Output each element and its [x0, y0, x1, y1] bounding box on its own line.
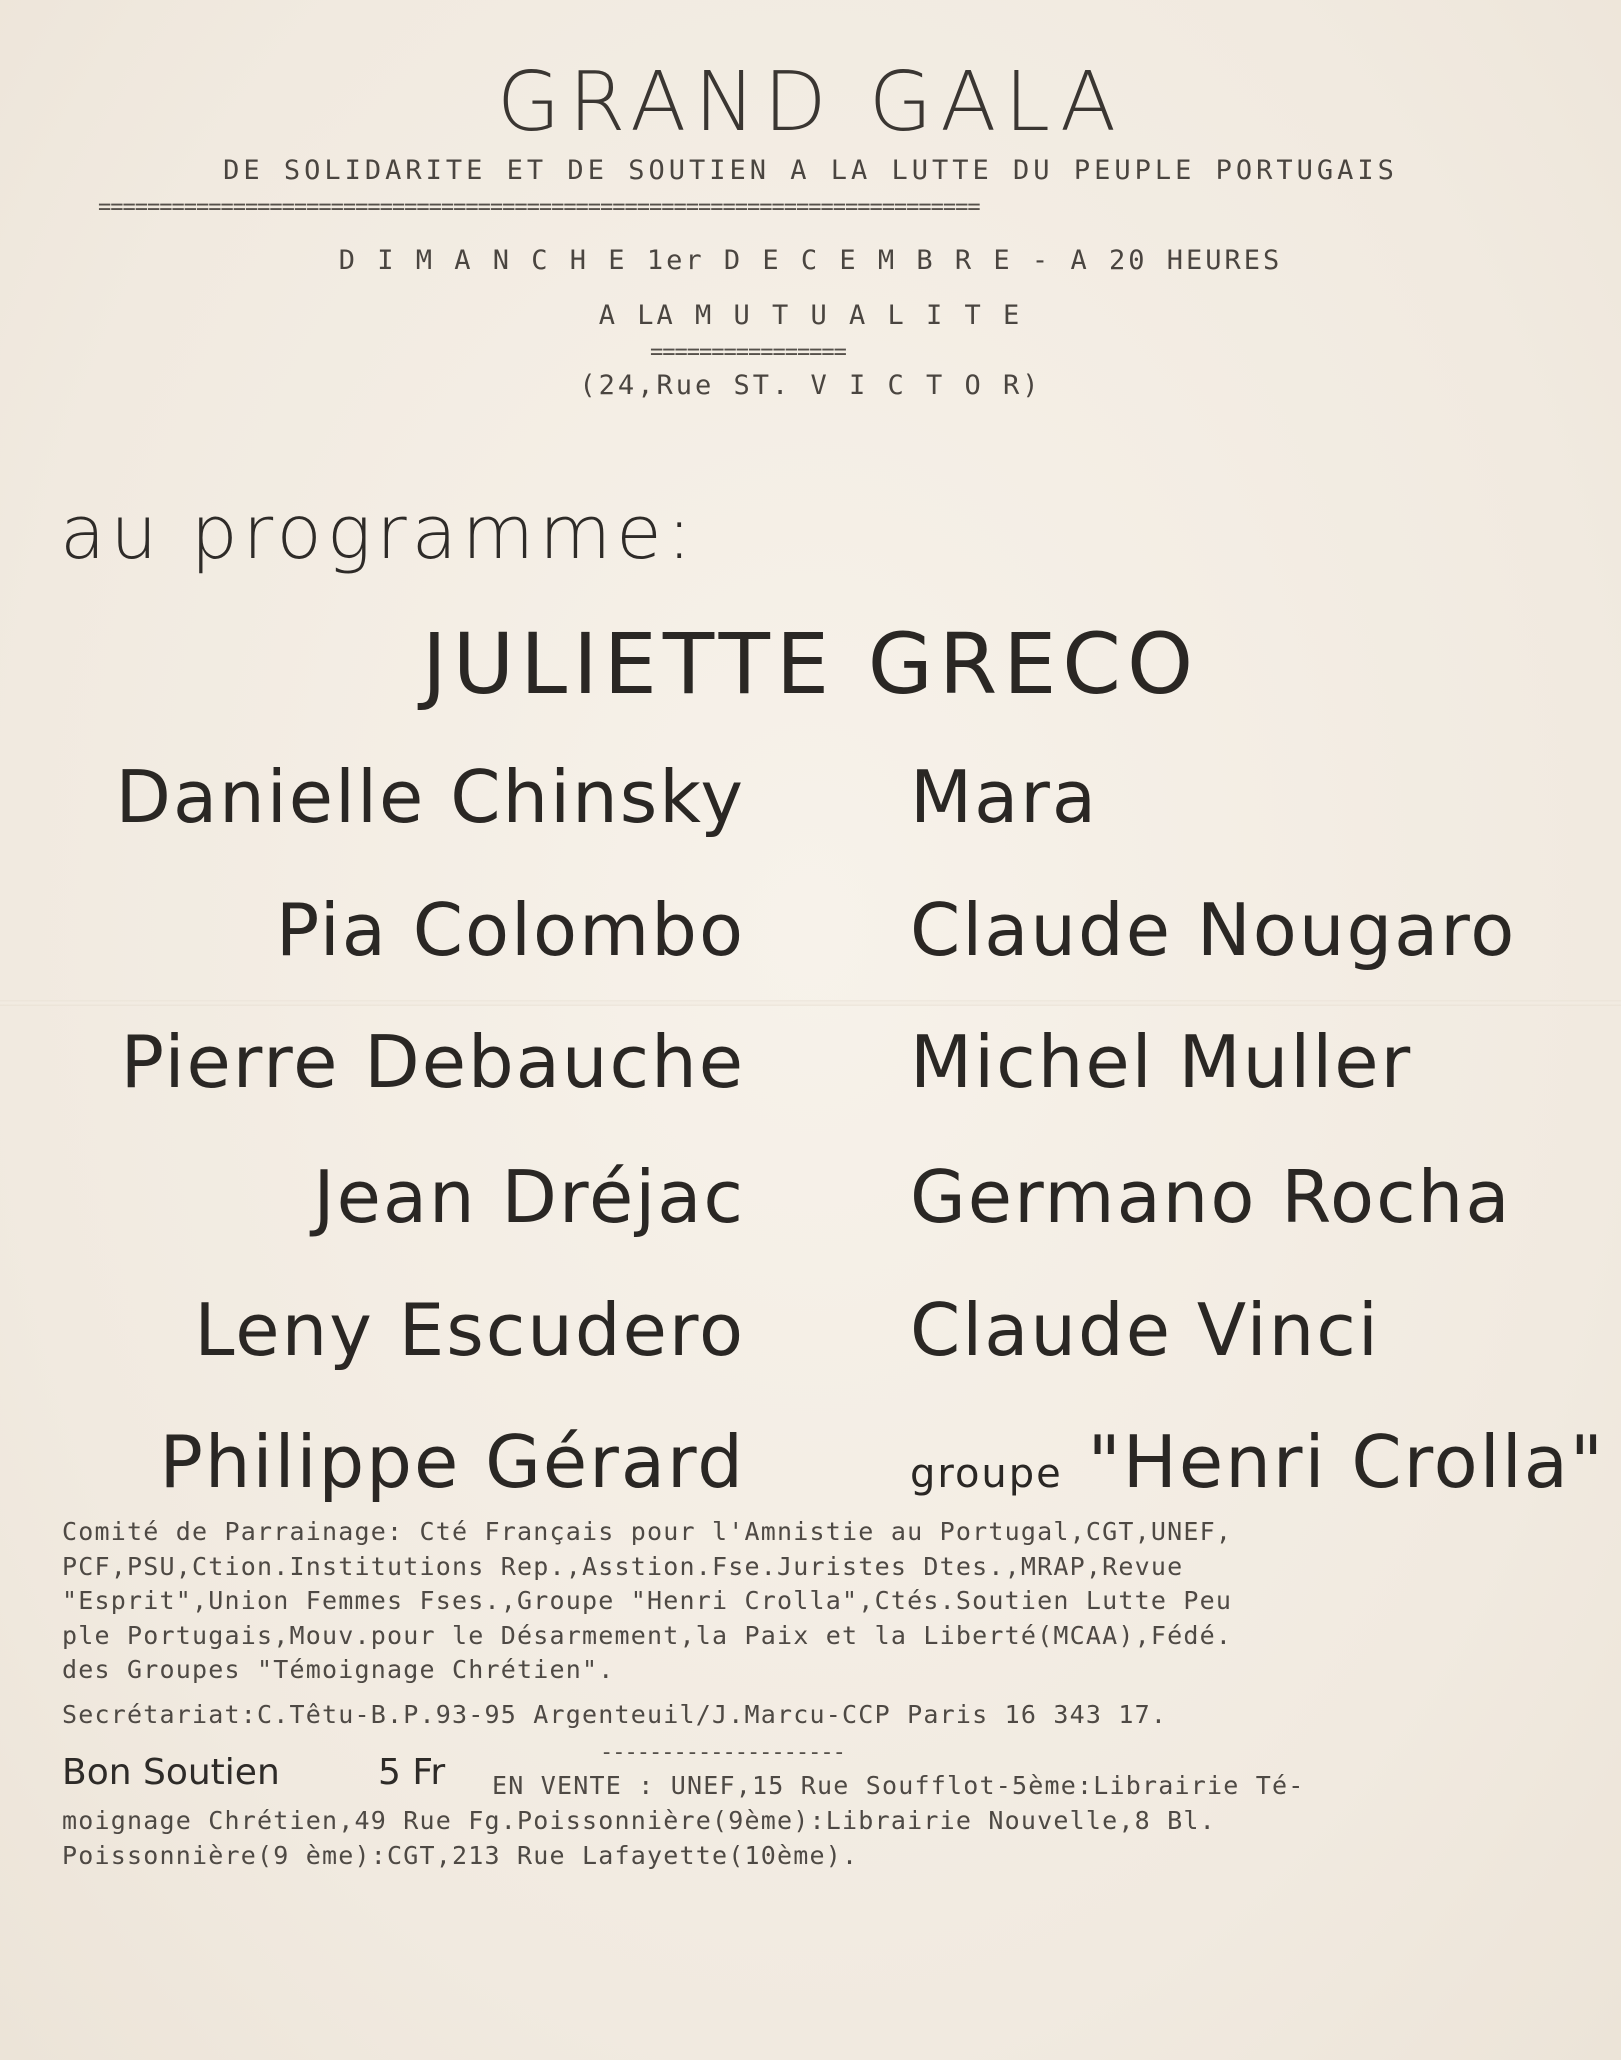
vente-text [62, 1768, 1562, 1873]
artist-left: Danielle Chinsky [115, 755, 745, 839]
date-line: D I M A N C H E 1er D E C E M B R E - A 20 HEURES [338, 245, 1283, 276]
artist-left: Pierre Debauche [120, 1020, 745, 1104]
group-prefix: groupe [910, 1451, 1063, 1497]
vente-line: EN VENTE : UNEF,15 Rue Soufflot-5ème:Librairie Té- [492, 1771, 1305, 1800]
venue-line: A LA M U T U A L I T E [598, 300, 1023, 331]
gala-title: GRAND GALA [496, 55, 1125, 150]
artist-right: Claude Vinci [910, 1288, 1380, 1372]
vente-line: Poissonnière(9 ème):CGT,213 Rue Lafayette(10ème). [62, 1841, 859, 1870]
artist-right: Michel Muller [910, 1020, 1413, 1104]
paper-crease [0, 1000, 1621, 1006]
footer-rule: -------------------- [600, 1740, 845, 1765]
artist-left: Jean Dréjac [313, 1155, 745, 1239]
committee-line: PCF,PSU,Ction.Institutions Rep.,Asstion.Fse.Juristes Dtes.,MRAP,Revue [62, 1551, 1184, 1581]
bon-soutien-label: Bon Soutien [62, 1752, 280, 1793]
committee-line: ple Portugais,Mouv.pour le Désarmement,la Paix et la Liberté(MCAA),Fédé. [62, 1620, 1233, 1650]
artist-left: Leny Escudero [194, 1288, 745, 1372]
artist-left: Pia Colombo [275, 888, 745, 972]
committee-text [62, 1515, 1562, 1688]
group-name: "Henri Crolla" [1087, 1420, 1605, 1504]
program-heading: au programme: [60, 490, 697, 576]
artist-left: Philippe Gérard [159, 1420, 745, 1504]
vente-line: moignage Chrétien,49 Rue Fg.Poissonnière(9ème):Librairie Nouvelle,8 Bl. [62, 1806, 1216, 1835]
committee-line: "Esprit",Union Femmes Fses.,Groupe "Henri Crolla",Ctés.Soutien Lutte Peu [62, 1586, 1233, 1615]
artist-right: Germano Rocha [910, 1155, 1512, 1239]
secretariat-line: Secrétariat:C.Têtu-B.P.93-95 Argenteuil/J.Marcu-CCP Paris 16 343 17. [62, 1700, 1168, 1729]
artist-right-group [910, 1420, 1605, 1504]
committee-line: des Groupes "Témoignage Chrétien". [62, 1655, 615, 1684]
committee-line: Comité de Parrainage: Cté Français pour l'Amnistie au Portugal,CGT,UNEF, [62, 1517, 1233, 1546]
headliner: JULIETTE GRECO [421, 615, 1200, 713]
artist-right: Claude Nougaro [910, 888, 1517, 972]
address-line: (24,Rue ST. V I C T O R) [579, 370, 1042, 401]
venue-rule: ================ [650, 340, 846, 365]
price-label: 5 Fr [378, 1752, 446, 1793]
subtitle-rule: ======================================================================== [98, 195, 980, 220]
artist-right: Mara [910, 755, 1098, 839]
gala-subtitle: DE SOLIDARITE ET DE SOUTIEN A LA LUTTE DU PEUPLE PORTUGAIS [223, 155, 1398, 186]
